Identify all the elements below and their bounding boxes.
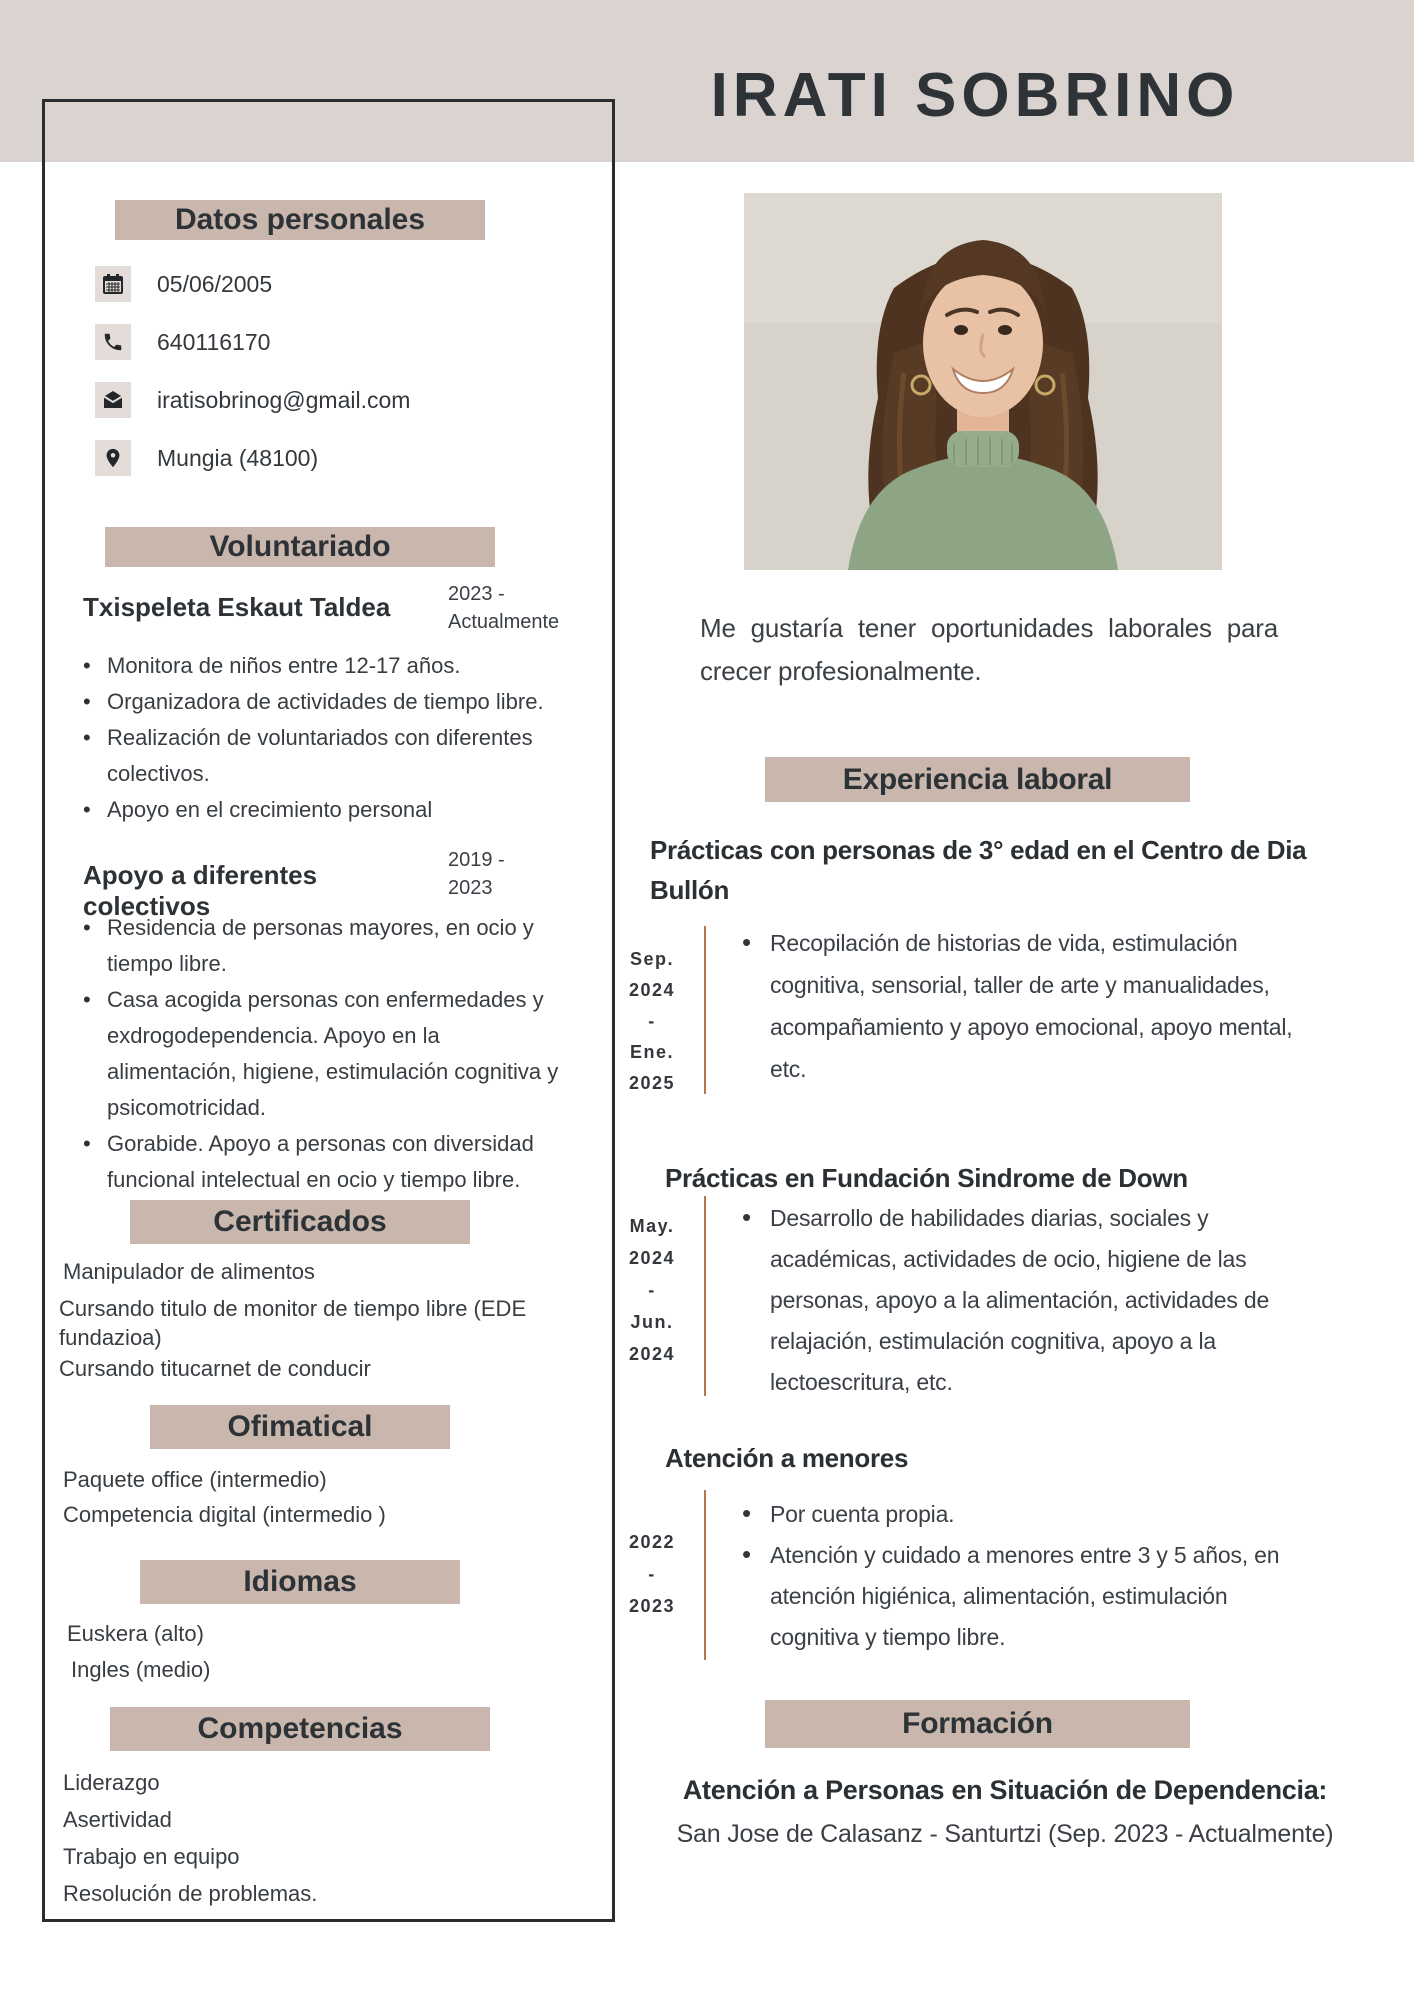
sidebar-box	[42, 99, 615, 1922]
list-item: • Recopilación de historias de vida, estimulación cognitiva, sensorial, taller de arte y manualidades, acompañamiento y apoyo emocional, apoyo mental, etc.	[740, 922, 1300, 1090]
date-line: -	[648, 1564, 656, 1584]
phone-icon	[95, 324, 131, 360]
job-bullets-1	[740, 922, 1300, 1090]
volunteer-org-2: Apoyo a diferentes colectivos	[83, 860, 318, 921]
volunteer-dates-1	[448, 580, 608, 636]
formacion-program: Atención a Personas en Situación de Dependencia:	[682, 1775, 1328, 1805]
competencia-item: Resolución de problemas.	[63, 1881, 318, 1906]
list-item: • Gorabide. Apoyo a personas con diversidad funcional intelectual en ocio y tiempo libre.	[81, 1126, 561, 1198]
contact-row-email	[95, 382, 410, 418]
language-item: Euskera (alto)	[67, 1621, 204, 1646]
date-line: May.	[629, 1216, 675, 1236]
job-dates-1	[612, 944, 692, 1099]
volunteer-dates-1-line1: 2023 -	[448, 583, 505, 605]
competencia-item: Trabajo en equipo	[63, 1844, 240, 1869]
date-line: 2024	[628, 1248, 676, 1268]
job-title-3: Atención a menores	[665, 1443, 909, 1473]
date-line: 2024	[628, 980, 676, 1000]
job-bullets-3	[740, 1494, 1315, 1658]
competencia-item: Liderazgo	[63, 1770, 160, 1795]
profile-summary: Me gustaría tener oportunidades laborales para crecer profesionalmente.	[700, 613, 1278, 686]
section-header-datos-personales: Datos personales	[115, 200, 485, 240]
volunteer-org-1: Txispeleta Eskaut Taldea	[83, 592, 391, 622]
date-line: 2024	[628, 1344, 676, 1364]
section-header-ofimatical: Ofimatical	[150, 1405, 450, 1449]
list-item: • Monitora de niños entre 12-17 años.	[81, 648, 561, 684]
job-bullets-2	[740, 1198, 1320, 1403]
certificate-item: Manipulador de alimentos	[63, 1259, 315, 1284]
ofimatical-item: Paquete office (intermedio)	[63, 1467, 327, 1492]
email-value: iratisobrinog@gmail.com	[157, 386, 411, 413]
birthdate-value: 05/06/2005	[157, 270, 273, 297]
section-header-certificados: Certificados	[130, 1200, 470, 1244]
volunteer-bullets-2	[81, 910, 561, 1198]
section-header-competencias: Competencias	[110, 1707, 490, 1751]
list-item: • Apoyo en el crecimiento personal	[81, 792, 561, 828]
list-item: • Desarrollo de habilidades diarias, sociales y académicas, actividades de ocio, higiene de las personas, apoyo a la alimentación, actividades de relajación, estimulación cognitiva, apoyo a la lectoescritura, etc.	[740, 1198, 1320, 1403]
job-title-1: Prácticas con personas de 3° edad en el Centro de Dia Bullón	[650, 835, 1307, 905]
date-line: -	[648, 1011, 656, 1031]
calendar-icon	[95, 266, 131, 302]
location-value: Mungia (48100)	[157, 444, 319, 471]
section-header-voluntariado: Voluntariado	[105, 527, 495, 567]
page-title: IRATI SOBRINO	[710, 61, 1240, 130]
list-item: • Por cuenta propia.	[740, 1494, 1315, 1535]
formacion-school: San Jose de Calasanz - Santurtzi (Sep. 2023 - Actualmente)	[676, 1820, 1334, 1848]
phone-value: 640116170	[157, 328, 271, 355]
competencias-list	[63, 1764, 563, 1912]
list-item: • Atención y cuidado a menores entre 3 y 5 años, en atención higiénica, alimentación, estimulación cognitiva y tiempo libre.	[740, 1535, 1315, 1658]
contact-row-birthdate	[95, 266, 272, 302]
section-header-formacion: Formación	[765, 1700, 1190, 1748]
ofimatical-item: Competencia digital (intermedio )	[63, 1502, 386, 1527]
envelope-icon	[95, 382, 131, 418]
list-item: • Organizadora de actividades de tiempo libre.	[81, 684, 561, 720]
date-line: -	[648, 1280, 656, 1300]
location-icon	[95, 440, 131, 476]
volunteer-dates-2-line2: 2023	[448, 877, 493, 899]
volunteer-bullets-1	[81, 648, 561, 828]
profile-photo	[744, 193, 1222, 570]
list-item: • Residencia de personas mayores, en ocio y tiempo libre.	[81, 910, 561, 982]
section-header-experiencia: Experiencia laboral	[765, 757, 1190, 802]
list-item: • Realización de voluntariados con diferentes colectivos.	[81, 720, 561, 792]
date-line: Sep.	[629, 949, 674, 969]
volunteer-dates-1-line2: Actualmente	[448, 611, 560, 633]
date-line: 2023	[628, 1596, 676, 1616]
date-line: Ene.	[629, 1042, 674, 1062]
section-header-idiomas: Idiomas	[140, 1560, 460, 1604]
volunteer-dates-2-line1: 2019 -	[448, 849, 505, 871]
language-item: Ingles (medio)	[71, 1657, 211, 1682]
date-line: Jun.	[630, 1312, 674, 1332]
date-divider-rule	[704, 1490, 706, 1660]
job-dates-2	[612, 1210, 692, 1370]
certificate-item: Cursando titucarnet de conducir	[59, 1356, 371, 1381]
list-item: • Casa acogida personas con enfermedades y exdrogodependencia. Apoyo en la alimentación, higiene, estimulación cognitiva y psicomotricidad.	[81, 982, 561, 1126]
volunteer-dates-2	[448, 846, 608, 902]
job-dates-3	[612, 1526, 692, 1622]
certificate-item: Cursando titulo de monitor de tiempo libre (EDE fundazioa)	[59, 1296, 527, 1350]
date-divider-rule	[704, 1196, 706, 1396]
job-title-2: Prácticas en Fundación Sindrome de Down	[665, 1163, 1188, 1193]
date-divider-rule	[704, 926, 706, 1094]
contact-row-location	[95, 440, 318, 476]
date-line: 2022	[628, 1532, 676, 1552]
date-line: 2025	[628, 1073, 676, 1093]
competencia-item: Asertividad	[63, 1807, 172, 1832]
contact-row-phone	[95, 324, 270, 360]
